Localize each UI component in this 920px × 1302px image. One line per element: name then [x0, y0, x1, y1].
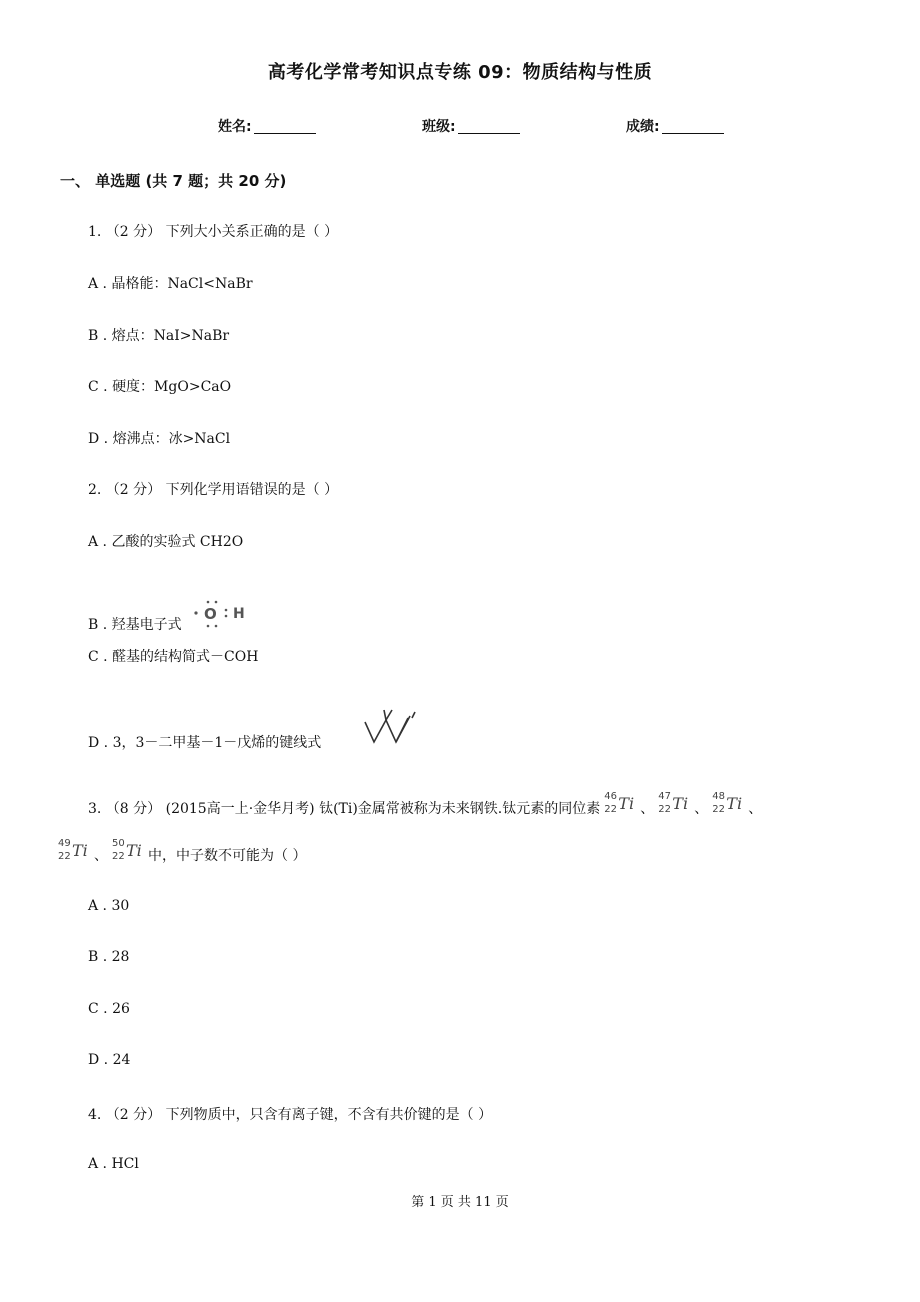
question-3-stem-line1: 3. （8 分） (2015高一上·金华月考) 钛(Ti)金属常被称为未来钢铁.钛元素的同位素 46 22 Ti 、 47 22 Ti 、 48 22 Ti 、: [88, 791, 763, 817]
q2-option-b[interactable]: [88, 599, 260, 634]
q3-option-a[interactable]: A . 30: [88, 898, 130, 914]
page-title: 高考化学常考知识点专练 09：物质结构与性质: [267, 62, 653, 83]
q2-option-d[interactable]: [88, 732, 321, 752]
name-field[interactable]: [218, 116, 316, 136]
q2-option-c[interactable]: C . 醛基的结构简式－COH: [88, 649, 259, 665]
q3-stem-part1: 3. （8 分） (2015高一上·金华月考) 钛(Ti)金属常被称为未来钢铁.钛元素的同位素: [88, 801, 601, 817]
section-heading: 一、 单选题 (共 7 题；共 20 分): [60, 172, 287, 190]
electron-dot: [215, 625, 218, 628]
q2-option-a[interactable]: A . 乙酸的实验式 CH2O: [88, 534, 244, 550]
q1-option-c[interactable]: C . 硬度：MgO>CaO: [88, 379, 232, 395]
electron-dot: [207, 601, 210, 604]
question-2-stem: 2. （2 分） 下列化学用语错误的是（ ）: [88, 482, 339, 498]
electron-dot: [225, 615, 228, 618]
hydroxyl-electron-formula: [192, 599, 260, 633]
q3-option-d[interactable]: D . 24: [88, 1052, 131, 1068]
electron-dot: [225, 609, 228, 612]
skeletal-formula-dimethylpentene: [362, 708, 418, 748]
page-footer: 第 1 页 共 11 页: [411, 1195, 509, 1210]
isotope-ti-49: 49 22 Ti: [58, 838, 88, 862]
score-blank[interactable]: [662, 119, 724, 134]
electron-dot: [215, 601, 218, 604]
q1-option-a[interactable]: A . 晶格能：NaCl<NaBr: [88, 276, 253, 292]
question-3-stem-line2: 49 22 Ti 、 50 22 Ti 中，中子数不可能为（ ）: [58, 838, 307, 864]
hydrogen-atom: H: [233, 606, 245, 622]
name-label: 姓名:: [218, 119, 252, 135]
q3-option-c[interactable]: C . 26: [88, 1001, 130, 1017]
class-blank[interactable]: [458, 119, 520, 134]
name-blank[interactable]: [254, 119, 316, 134]
question-1-stem: 1. （2 分） 下列大小关系正确的是（ ）: [88, 224, 339, 240]
isotope-ti-48: 48 22 Ti: [712, 791, 743, 815]
isotope-ti-47: 47 22 Ti: [658, 791, 689, 815]
q2-option-d-label: D . 3，3－二甲基－1－戊烯的键线式: [88, 735, 322, 751]
unpaired-electron-dot: [194, 611, 197, 614]
q3-option-b[interactable]: B . 28: [88, 949, 130, 965]
score-label: 成绩:: [626, 119, 660, 135]
electron-dot: [207, 625, 210, 628]
q2-option-b-label: B . 羟基电子式: [88, 617, 182, 633]
question-4-stem: 4. （2 分） 下列物质中，只含有离子键，不含有共价键的是（ ）: [88, 1107, 493, 1123]
oxygen-atom: O: [204, 605, 217, 623]
class-field[interactable]: [422, 116, 520, 136]
q3-stem-part2: 中，中子数不可能为（ ）: [148, 848, 307, 864]
isotope-ti-46: 46 22 Ti: [604, 791, 635, 815]
isotope-ti-50: 50 22 Ti: [112, 838, 142, 862]
score-field[interactable]: [626, 116, 724, 136]
class-label: 班级:: [422, 119, 456, 135]
q1-option-b[interactable]: B . 熔点：NaI>NaBr: [88, 328, 230, 344]
q1-option-d[interactable]: D . 熔沸点：冰>NaCl: [88, 431, 231, 447]
q4-option-a[interactable]: A . HCl: [88, 1156, 139, 1172]
